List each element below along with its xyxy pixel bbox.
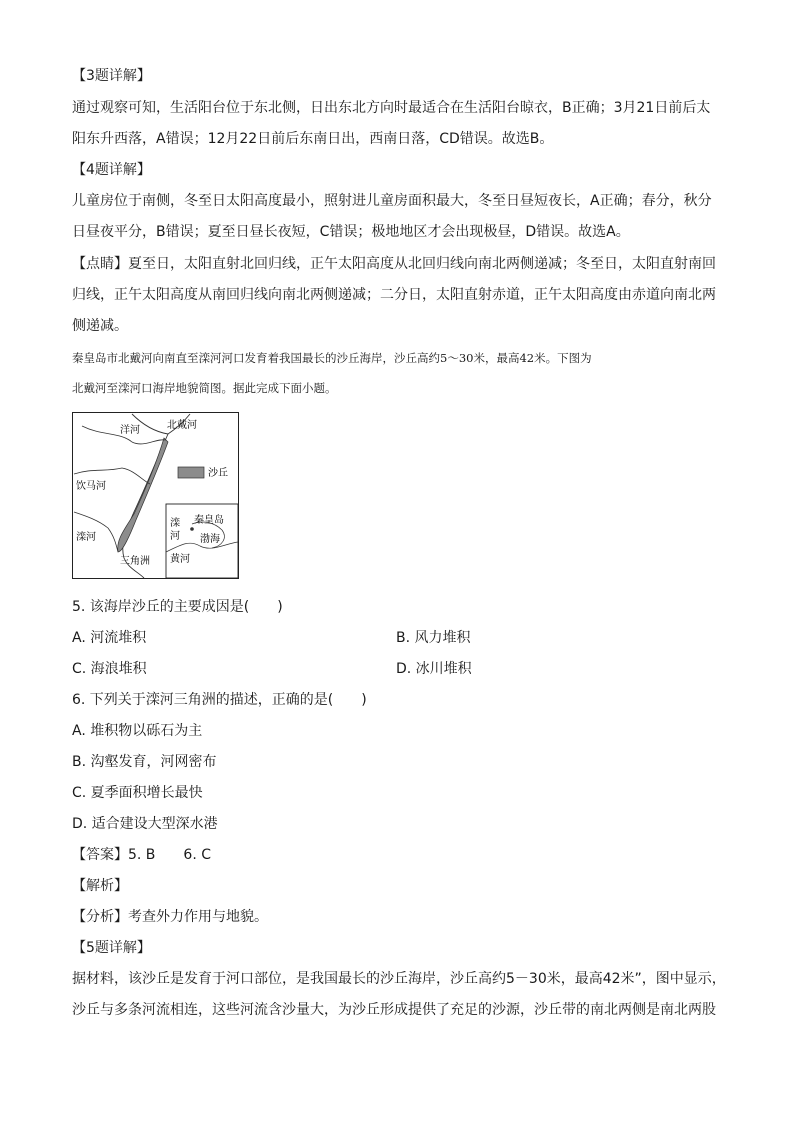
q6-option-d[interactable]: D. 适合建设大型深水港 <box>72 816 218 832</box>
fenxi-text: 考查外力作用与地貌。 <box>128 909 268 925</box>
coast-landform-map <box>72 412 239 579</box>
section-heading-q3: 【3题详解】 <box>72 68 151 84</box>
q5-option-b[interactable]: B. 风力堆积 <box>396 630 471 646</box>
fenxi-line <box>72 907 268 927</box>
paragraph-line: 阳东升西落，A错误；12月22日前后东南日出，西南日落，CD错误。故选B。 <box>72 131 554 147</box>
inset-label-huanghe: 黄河 <box>170 554 190 565</box>
section-heading-q5: 【5题详解】 <box>72 940 151 956</box>
q6-option-c[interactable]: C. 夏季面积增长最快 <box>72 785 203 801</box>
material-line: 秦皇岛市北戴河向南直至滦河河口发育着我国最长的沙丘海岸，沙丘高约5～30米，最高42米。下图为 <box>72 351 592 365</box>
answer-line <box>72 845 211 865</box>
question-5-stem: 5. 该海岸沙丘的主要成因是( ) <box>72 599 283 615</box>
legend-dune-label: 沙丘 <box>208 468 228 479</box>
answer-text: 5. B 6. C <box>128 847 211 863</box>
inset-label-he: 河 <box>170 531 180 542</box>
q5-option-d[interactable]: D. 冰川堆积 <box>396 661 472 677</box>
q5-option-a[interactable]: A. 河流堆积 <box>72 630 147 646</box>
q6-option-a[interactable]: A. 堆积物以砾石为主 <box>72 723 203 739</box>
label-yinmahe: 饮马河 <box>76 481 106 492</box>
fenxi-tag: 【分析】 <box>72 909 128 925</box>
label-luanhe: 滦河 <box>76 532 96 543</box>
paragraph-line: 儿童房位于南侧，冬至日太阳高度最小，照射进儿童房面积最大，冬至日昼短夜长，A正确；春分，秋分 <box>72 193 712 209</box>
section-heading-q4: 【4题详解】 <box>72 162 151 178</box>
paragraph-line: 通过观察可知，生活阳台位于东北侧，日出东北方向时最适合在生活阳台晾衣，B正确；3月21日前后太 <box>72 100 711 116</box>
qinhuangdao-marker <box>190 527 194 531</box>
tip-line: 归线，正午太阳高度从南回归线向南北两侧递减；二分日，太阳直射赤道，正午太阳高度由赤道向南北两 <box>72 287 716 303</box>
paragraph-line: 沙丘与多条河流相连，这些河流含沙量大，为沙丘形成提供了充足的沙源，沙丘带的南北两侧是南北两股 <box>72 1002 716 1018</box>
answer-tag: 【答案】 <box>72 847 128 863</box>
inset-label-bohai: 渤海 <box>200 534 220 545</box>
q5-option-c[interactable]: C. 海浪堆积 <box>72 661 147 677</box>
legend-dune-swatch <box>178 467 204 478</box>
inset-label-luan: 滦 <box>170 518 180 529</box>
label-yanghe: 洋河 <box>120 425 140 436</box>
label-delta: 三角洲 <box>120 556 150 567</box>
material-line: 北戴河至滦河口海岸地貌简图。据此完成下面小题。 <box>72 381 337 395</box>
tip-line: 【点睛】夏至日，太阳直射北回归线，正午太阳高度从北回归线向南北两侧递减；冬至日，太阳直射南回 <box>72 256 716 272</box>
paragraph-line: 据材料，该沙丘是发育于河口部位，是我国最长的沙丘海岸，沙丘高约5－30米，最高42米”，图中显示， <box>72 971 726 987</box>
paragraph-line: 日昼夜平分，B错误；夏至日昼长夜短，C错误；极地地区才会出现极昼，D错误。故选A。 <box>72 224 630 240</box>
inset-label-qinhuangdao: 秦皇岛 <box>194 515 224 526</box>
q6-option-b[interactable]: B. 沟壑发育，河网密布 <box>72 754 217 770</box>
question-6-stem: 6. 下列关于滦河三角洲的描述，正确的是( ) <box>72 692 367 708</box>
label-beidaihe: 北戴河 <box>167 420 197 431</box>
analysis-heading: 【解析】 <box>72 878 128 894</box>
tip-line: 侧递减。 <box>72 318 128 334</box>
